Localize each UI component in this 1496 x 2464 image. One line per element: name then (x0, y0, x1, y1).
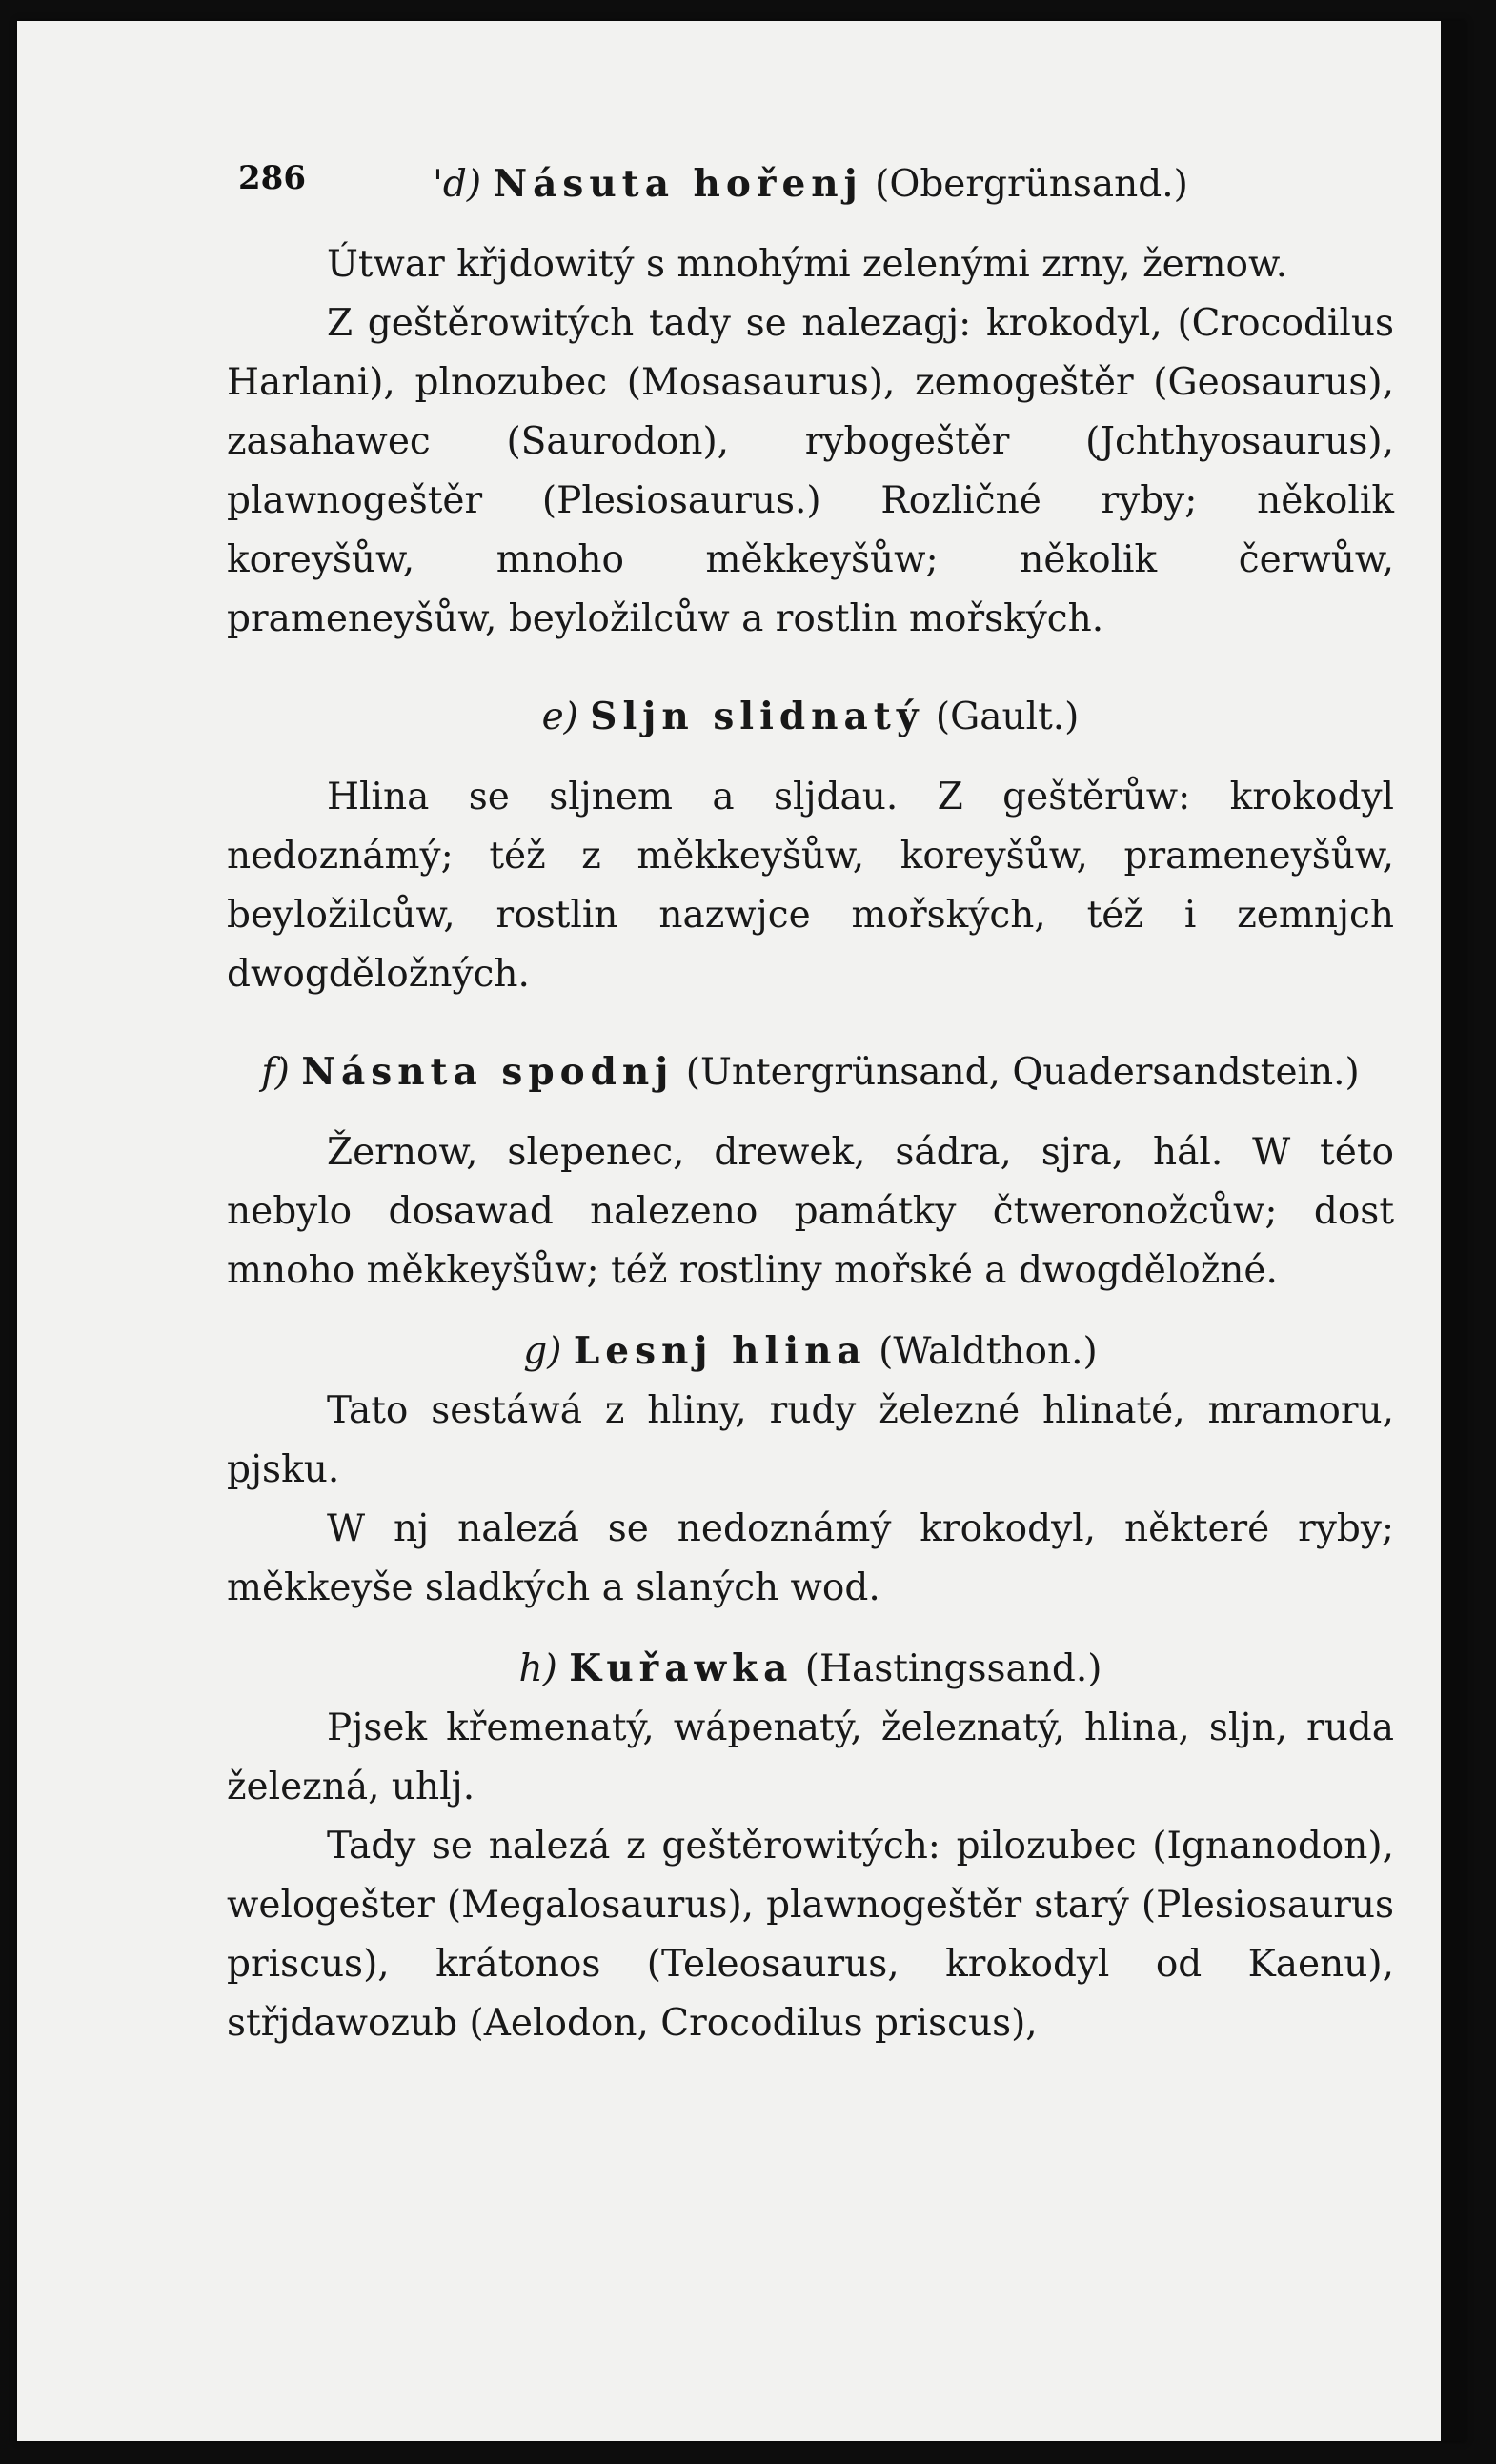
section-letter: g) (523, 1330, 562, 1373)
section-letter: f) (261, 1051, 290, 1094)
section-title: Násnta spodnj (301, 1050, 675, 1094)
section-g (227, 1322, 1394, 1618)
paragraph: W nj nalezá se nedoznámý krokodyl, některé ryby; měkkeyše sladkých a slaných wod. (227, 1507, 1394, 1609)
section-title: Kuřawka (569, 1646, 794, 1690)
section-d (227, 154, 1394, 649)
section-letter: e) (541, 696, 578, 738)
paragraph: Z geštěrowitých tady se nalezagj: krokodyl, (Crocodilus Harlani), plnozubec (Mosasaurus), zemogeštěr (Geosaurus), zasahawec (Saurodon), rybogeštěr (Jchthyosaurus), plawnogeštěr (Plesiosaurus.) Rozličné ryby; několik koreyšůw, mnoho měkkeyšůw; několik čerwůw, prameneyšůw, beyložilcůw a rostlin mořských. (227, 302, 1394, 640)
paragraph: Útwar křjdowitý s mnohými zelenými zrny, žernow. (327, 243, 1288, 286)
section-german-name: (Untergrünsand, Quadersandstein.) (685, 1051, 1360, 1094)
section-german-name: (Obergrünsand.) (875, 163, 1188, 206)
section-heading (227, 1042, 1394, 1102)
paragraph: Žernow, slepenec, drewek, sádra, sjra, hál. W této nebylo dosawad nalezeno památky čtweronožcůw; dost mnoho měkkeyšůw; též rostliny mořské a dwogděložné. (227, 1131, 1394, 1292)
section-h (227, 1639, 1394, 2053)
paragraph: Tady se nalezá z geštěrowitých: pilozubec (Ignanodon), welogešter (Megalosaurus), plawnogeštěr starý (Plesiosaurus priscus), krátonos (Teleosaurus, krokodyl od Kaenu), střjdawozub (Aelodon, Crocodilus priscus), (227, 1825, 1394, 2045)
section-heading (227, 1322, 1394, 1382)
section-title: Sljn slidnatý (590, 695, 924, 738)
section-letter: h) (518, 1647, 557, 1690)
paragraph: Hlina se sljnem a sljdau. Z geštěrůw: krokodyl nedoznámý; též z měkkeyšůw, koreyšůw, prameneyšůw, beyložilcůw, rostlin nazwjce mořských, též i zemnjch dwogděložných. (227, 776, 1394, 996)
section-german-name: (Gault.) (935, 696, 1080, 738)
page-body (227, 154, 1394, 2053)
page-edge-shadow (1441, 21, 1466, 2441)
section-heading (227, 1639, 1394, 1699)
paragraph: Tato sestáwá z hliny, rudy železné hlinaté, mramoru, pjsku. (227, 1389, 1394, 1491)
page-number: 286 (238, 159, 306, 197)
section-letter: 'd) (433, 163, 482, 206)
section-german-name: (Waldthon.) (879, 1330, 1098, 1373)
book-page (17, 21, 1466, 2441)
section-german-name: (Hastingssand.) (804, 1647, 1102, 1690)
section-heading (227, 154, 1394, 214)
paragraph: Pjsek křemenatý, wápenatý, železnatý, hlina, sljn, ruda železná, uhlj. (227, 1707, 1394, 1808)
section-title: Lesnj hlina (573, 1329, 867, 1373)
section-heading (227, 687, 1394, 747)
section-f (227, 1042, 1394, 1301)
section-e (227, 687, 1394, 1004)
section-title: Násuta hořenj (493, 162, 863, 206)
